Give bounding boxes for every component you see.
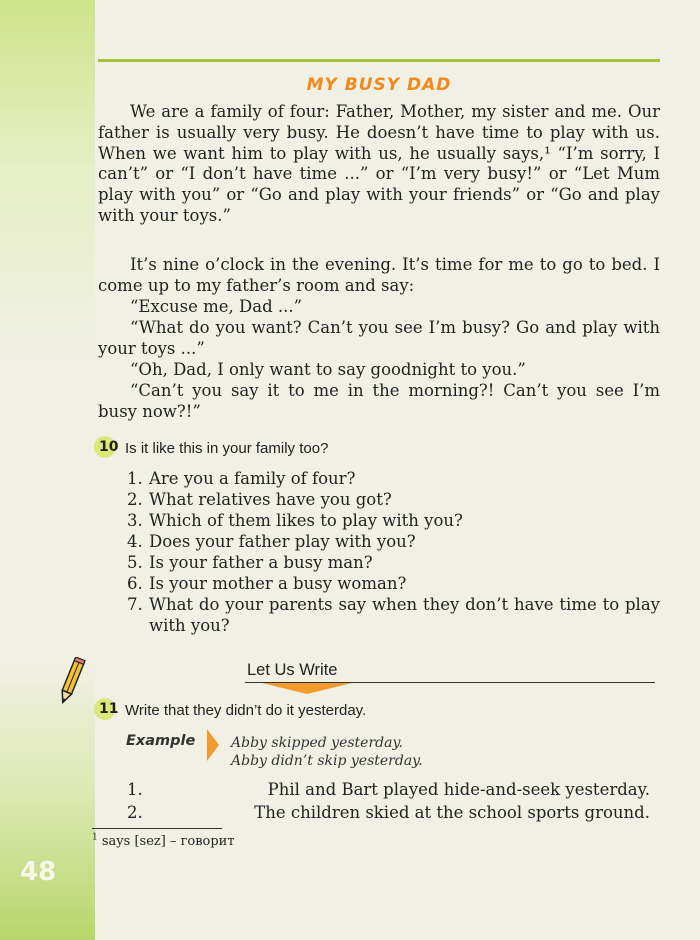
- story-title: MY BUSY DAD: [306, 75, 452, 95]
- section-marker: [262, 683, 352, 694]
- story-paragraph-1: We are a family of four: Father, Mother, my sister and me. Our father is usually very busy. He doesn’t have time to play with us. When we want him to play with us, he usually says,¹ “I’m sorry, I can’t” or “I don’t have time ...” or “I’m very busy!” or “Let Mum play with you” or “Go and play with your friends” or “Go and play with your toys.”: [98, 102, 660, 225]
- exercise-10-number: 10: [99, 439, 119, 455]
- section-title: Let Us Write: [247, 661, 338, 679]
- exercise-10-instruction: Is it like this in your family too?: [125, 440, 329, 457]
- example-arrow-icon: [207, 729, 219, 761]
- list-item: 4. Does your father play with you?: [127, 532, 416, 551]
- page-number: 48: [20, 857, 57, 887]
- list-item: 5. Is your father a busy man?: [127, 553, 373, 572]
- story-paragraph-3: “Excuse me, Dad ...”: [130, 297, 303, 316]
- story-paragraph-6: “Can’t you say it to me in the morning?! Can’t you see I’m busy now?!”: [98, 381, 660, 421]
- pencil-icon: [55, 657, 87, 707]
- example-label: Example: [126, 733, 196, 749]
- story-paragraph-2: It’s nine o’clock in the evening. It’s time for me to go to bed. I come up to my father’s room and say:: [98, 255, 660, 295]
- list-item: 6. Is your mother a busy woman?: [127, 574, 407, 593]
- footnote: $^1$ says [sez] – говорит: [92, 832, 235, 849]
- list-item: 2. What relatives have you got?: [127, 490, 392, 509]
- story-paragraph-5: “Oh, Dad, I only want to say goodnight to you.”: [130, 360, 526, 379]
- story-paragraph-4: “What do you want? Can’t you see I’m busy? Go and play with your toys ...”: [98, 318, 660, 358]
- exercise-11-number: 11: [99, 701, 119, 717]
- footnote-rule: [92, 828, 222, 829]
- example-line-2: Abby didn’t skip yesterday.: [231, 753, 423, 769]
- list-item: 3. Which of them likes to play with you?: [127, 511, 463, 530]
- list-item: 1. Are you a family of four?: [127, 469, 356, 488]
- writing-list: [127, 778, 650, 824]
- list-item: 7. What do your parents say when they don’t have time to play with you?: [127, 595, 660, 635]
- exercise-11-instruction: Write that they didn’t do it yesterday.: [125, 702, 367, 719]
- page-margin-tint: [0, 0, 95, 940]
- list-item: 1. Phil and Bart played hide-and-seek yesterday.: [127, 780, 650, 799]
- question-list: [127, 468, 660, 636]
- example-line-1: Abby skipped yesterday.: [231, 735, 403, 751]
- header-rule: [98, 59, 660, 62]
- list-item: 2. The children skied at the school sports ground.: [127, 803, 650, 822]
